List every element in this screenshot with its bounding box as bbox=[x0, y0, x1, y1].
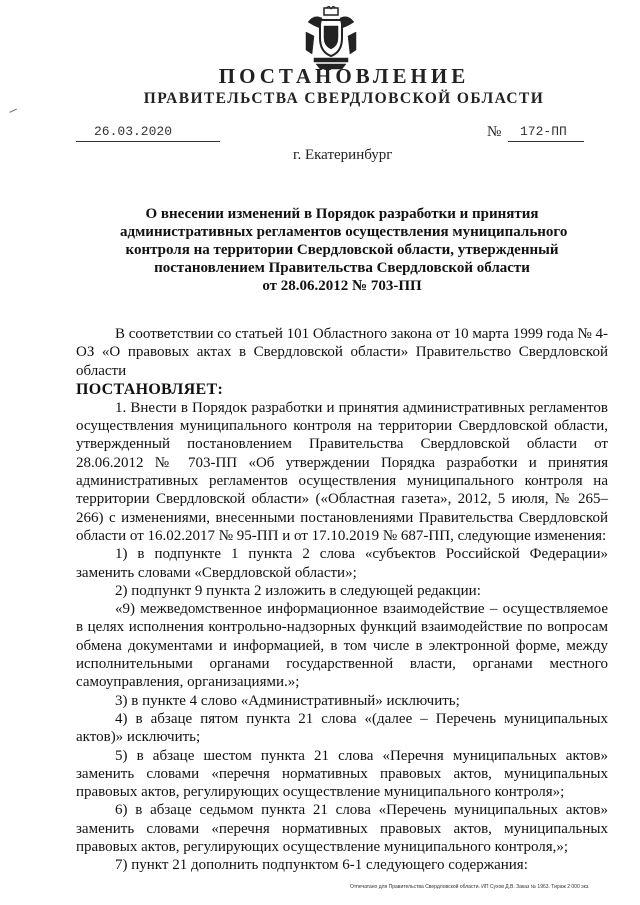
title-line: контроля на территории Свердловской области, утвержденный bbox=[125, 242, 559, 258]
subitem-7-paragraph: 7) пункт 21 дополнить подпунктом 6-1 следующего содержания: bbox=[115, 857, 528, 874]
issuer-heading: ПРАВИТЕЛЬСТВА СВЕРДЛОВСКОЙ ОБЛАСТИ bbox=[143, 90, 545, 107]
item-1-paragraph: 1. Внести в Порядок разработки и принятия административных регламентов осуществления муниципального контроля на территории Свердловской области, утвержденный постановлением Правительства Свердловской области от 28.06.2012 № 703-ПП «Об утверждении Порядка разработки и принятия административных регламентов осуществления муниципального контроля на территории Свердловской области» («Областная газета», 2012, 5 июля, № 265–266) с изменениями, внесенными постановлениями Правительства Свердловской области от 16.02.2017 № 95-ПП и от 17.10.2019 № 687-ПП, следующие изменения: bbox=[76, 399, 608, 544]
print-note: Отпечатано для Правительства Свердловской области. ИП Сухов Д.В. Заказ № 1963. Тираж 2 000 экз. bbox=[350, 884, 590, 890]
subitem-2-quote-paragraph: «9) межведомственное информационное взаимодействие – осуществляемое в целях исполнения контрольно-надзорных функций взаимодействие по вопросам обмена документами и информацией, в том числе в электронной форме, между исполнительными органами государственной власти, органами местного самоуправления, организациями.»; bbox=[76, 601, 608, 691]
decree-keyword: ПОСТАНОВЛЯЕТ: bbox=[76, 380, 224, 398]
subitem-2-paragraph: 2) подпункт 9 пункта 2 изложить в следующей редакции: bbox=[115, 582, 481, 599]
subitem-5-paragraph: 5) в абзаце шестом пункта 21 слова «Перечня муниципальных актов» заменить словами «перечня нормативных правовых актов, муниципальных правовых актов, регулирующих осуществление муниципального контроля»; bbox=[76, 747, 608, 801]
document-type-heading: ПОСТАНОВЛЕНИЕ bbox=[218, 64, 470, 88]
city-name: г. Екатеринбург bbox=[293, 147, 393, 163]
title-line: постановлением Правительства Свердловской области bbox=[154, 260, 530, 276]
document-number: 172-ПП bbox=[520, 124, 567, 139]
coat-of-arms-icon bbox=[300, 6, 362, 70]
document-title bbox=[120, 205, 568, 295]
number-sign: № bbox=[487, 124, 502, 140]
subitem-3-paragraph: 3) в пункте 4 слово «Административный» исключить; bbox=[115, 692, 460, 709]
document-body bbox=[76, 325, 608, 875]
preamble-paragraph: В соответствии со статьей 101 Областного закона от 10 марта 1999 года № 4-ОЗ «О правовых актах в Свердловской области» Правительство Свердловской области bbox=[76, 326, 609, 379]
stray-mark bbox=[9, 109, 18, 117]
document-date: 26.03.2020 bbox=[94, 124, 173, 139]
title-line: от 28.06.2012 № 703-ПП bbox=[262, 278, 422, 294]
subitem-6-paragraph: 6) в абзаце седьмом пункта 21 слова «Перечень муниципальных актов» заменить словами «перечня нормативных правовых актов, муниципальных правовых актов, регулирующих осуществление муниципального контроля,»; bbox=[76, 802, 608, 856]
title-line: административных регламентов осуществления муниципального bbox=[120, 224, 568, 240]
title-line: О внесении изменений в Порядок разработки и принятия bbox=[145, 206, 539, 222]
subitem-1-paragraph: 1) в подпункте 1 пункта 2 слова «субъектов Российской Федерации» заменить словами «Свердловской области»; bbox=[76, 546, 608, 581]
subitem-4-paragraph: 4) в абзаце пятом пункта 21 слова «(далее – Перечень муниципальных актов)» исключить; bbox=[76, 710, 608, 746]
